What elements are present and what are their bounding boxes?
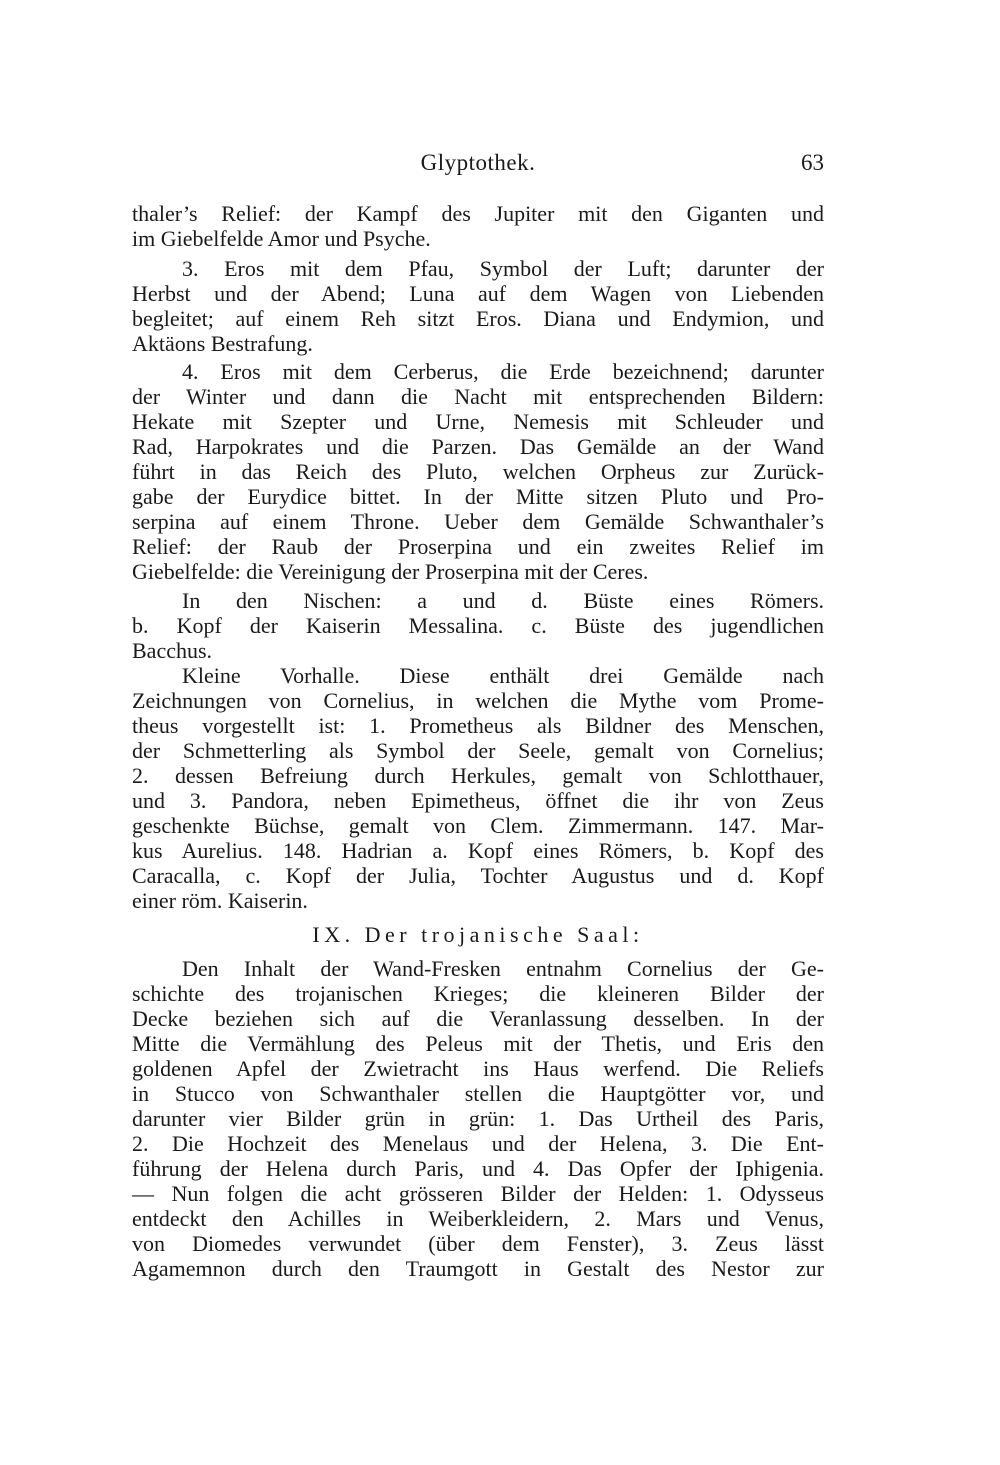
text-line: begleitet; auf einem Reh sitzt Eros. Diana und Endymion, und <box>132 306 824 331</box>
text-line: 2. Die Hochzeit des Menelaus und der Helena, 3. Die Ent- <box>132 1131 824 1156</box>
text-line: b. Kopf der Kaiserin Messalina. c. Büste des jugendlichen <box>132 613 824 638</box>
text-line: und 3. Pandora, neben Epimetheus, öffnet die ihr von Zeus <box>132 788 824 813</box>
text-line: Herbst und der Abend; Luna auf dem Wagen von Liebenden <box>132 281 824 306</box>
text-line: 3. Eros mit dem Pfau, Symbol der Luft; darunter der <box>182 256 824 281</box>
running-title: Glyptothek. <box>420 150 536 175</box>
text-line: Aktäons Bestrafung. <box>132 331 313 356</box>
text-line: Giebelfelde: die Vereinigung der Proserpina mit der Ceres. <box>132 559 649 584</box>
text-line: kus Aurelius. 148. Hadrian a. Kopf eines Römers, b. Kopf des <box>132 838 824 863</box>
text-line: Kleine Vorhalle. Diese enthält drei Gemälde nach <box>182 663 824 688</box>
text-line: Relief: der Raub der Proserpina und ein zweites Relief im <box>132 534 824 559</box>
text-line: der Schmetterling als Symbol der Seele, gemalt von Cornelius; <box>132 738 824 763</box>
text-line: einer röm. Kaiserin. <box>132 888 308 913</box>
text-line: — Nun folgen die acht grösseren Bilder der Helden: 1. Odysseus <box>132 1181 824 1206</box>
text-line: In den Nischen: a und d. Büste eines Römers. <box>182 588 824 613</box>
text-line: 4. Eros mit dem Cerberus, die Erde bezeichnend; darunter <box>182 359 824 384</box>
text-line: goldenen Apfel der Zwietracht ins Haus werfend. Die Reliefs <box>132 1056 824 1081</box>
text-line: Hekate mit Szepter und Urne, Nemesis mit Schleuder und <box>132 409 824 434</box>
text-line: in Stucco von Schwanthaler stellen die Hauptgötter vor, und <box>132 1081 824 1106</box>
text-line: 2. dessen Befreiung durch Herkules, gemalt von Schlotthauer, <box>132 763 824 788</box>
text-line: Decke beziehen sich auf die Veranlassung desselben. In der <box>132 1006 824 1031</box>
text-line: serpina auf einem Throne. Ueber dem Gemälde Schwanthaler’s <box>132 509 824 534</box>
text-line: schichte des trojanischen Krieges; die kleineren Bilder der <box>132 981 824 1006</box>
text-line: thaler’s Relief: der Kampf des Jupiter mit den Giganten und <box>132 201 824 226</box>
page-header <box>132 150 824 182</box>
text-line: darunter vier Bilder grün in grün: 1. Das Urtheil des Paris, <box>132 1106 824 1131</box>
text-line: gabe der Eurydice bittet. In der Mitte sitzen Pluto und Pro- <box>132 484 824 509</box>
text-line: führung der Helena durch Paris, und 4. Das Opfer der Iphigenia. <box>132 1156 824 1181</box>
text-line: Den Inhalt der Wand-Fresken entnahm Cornelius der Ge- <box>182 956 824 981</box>
text-line: von Diomedes verwundet (über dem Fenster), 3. Zeus lässt <box>132 1231 824 1256</box>
section-heading: IX. Der trojanische Saal: <box>312 922 644 947</box>
text-line: Agamemnon durch den Traumgott in Gestalt des Nestor zur <box>132 1256 824 1281</box>
text-line: führt in das Reich des Pluto, welchen Orpheus zur Zurück- <box>132 459 824 484</box>
text-line: der Winter und dann die Nacht mit entsprechenden Bildern: <box>132 384 824 409</box>
text-line: Mitte die Vermählung des Peleus mit der Thetis, und Eris den <box>132 1031 824 1056</box>
text-line: entdeckt den Achilles in Weiberkleidern, 2. Mars und Venus, <box>132 1206 824 1231</box>
text-line: Bacchus. <box>132 638 213 663</box>
text-line: im Giebelfelde Amor und Psyche. <box>132 226 431 251</box>
text-line: Rad, Harpokrates und die Parzen. Das Gemälde an der Wand <box>132 434 824 459</box>
text-line: Zeichnungen von Cornelius, in welchen die Mythe vom Prome- <box>132 688 824 713</box>
page-number: 63 <box>801 150 824 175</box>
text-line: theus vorgestellt ist: 1. Prometheus als Bildner des Menschen, <box>132 713 824 738</box>
text-line: geschenkte Büchse, gemalt von Clem. Zimmermann. 147. Mar- <box>132 813 824 838</box>
text-line: Caracalla, c. Kopf der Julia, Tochter Augustus und d. Kopf <box>132 863 824 888</box>
